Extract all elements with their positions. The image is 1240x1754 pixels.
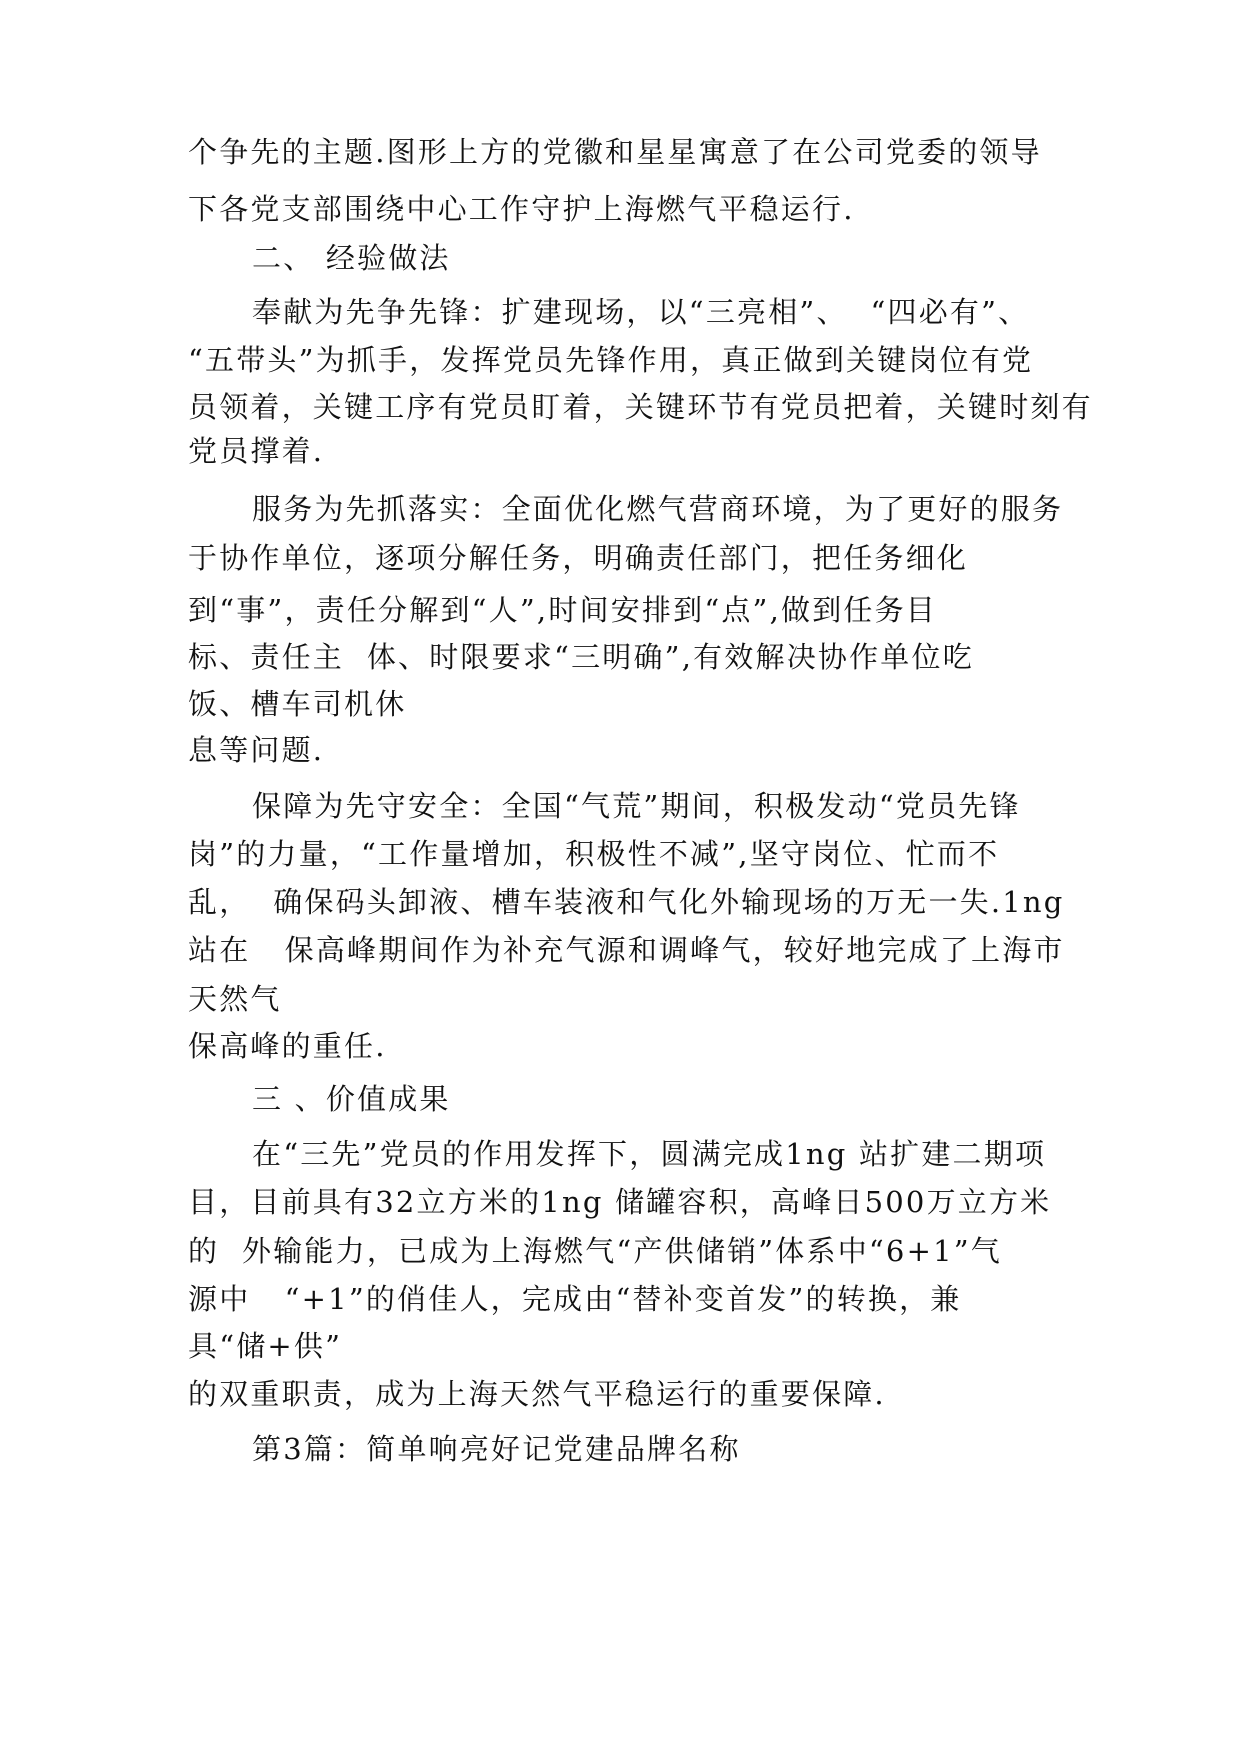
body-text-line: 保高峰的重任.: [188, 1029, 387, 1063]
article-heading: 第3篇：简单响亮好记党建品牌名称: [252, 1432, 741, 1466]
body-text-line: 息等问题.: [188, 733, 325, 767]
section-heading: 三 、价值成果: [252, 1082, 451, 1116]
body-text-line: 党员撑着.: [188, 434, 325, 468]
body-text-line: 源中 “+1”的俏佳人，完成由“替补变首发”的转换，兼: [188, 1282, 962, 1316]
body-text-line: 员领着，关键工序有党员盯着，关键环节有党员把着，关键时刻有: [188, 390, 1093, 424]
body-text-line: 乱， 确保码头卸液、槽车装液和气化外输现场的万无一失.1ng: [188, 885, 1065, 919]
paragraph-start-line: 服务为先抓落实：全面优化燃气营商环境，为了更好的服务: [252, 492, 1064, 526]
section-heading: 二、 经验做法: [252, 241, 451, 275]
body-text-line: 岗”的力量，“工作量增加，积极性不减”,坚守岗位、忙而不: [188, 837, 1000, 871]
body-text-line: 个争先的主题.图形上方的党徽和星星寓意了在公司党委的领导: [188, 135, 1042, 169]
body-text-line: 下各党支部围绕中心工作守护上海燃气平稳运行.: [188, 192, 855, 226]
paragraph-start-line: 保障为先守安全：全国“气荒”期间，积极发动“党员先锋: [252, 789, 1021, 823]
body-text-line: 到“事”，责任分解到“人”,时间安排到“点”,做到任务目: [188, 593, 937, 627]
body-text-line: “五带头”为抓手，发挥党员先锋作用，真正做到关键岗位有党: [188, 343, 1034, 377]
body-text-line: 的双重职责，成为上海天然气平稳运行的重要保障.: [188, 1377, 886, 1411]
body-text-line: 于协作单位，逐项分解任务，明确责任部门，把任务细化: [188, 541, 969, 575]
paragraph-start-line: 在“三先”党员的作用发挥下，圆满完成1ng 站扩建二期项: [252, 1137, 1047, 1171]
body-text-line: 天然气: [188, 982, 282, 1016]
body-text-line: 站在 保高峰期间作为补充气源和调峰气，较好地完成了上海市: [188, 933, 1065, 967]
body-text-line: 的 外输能力，已成为上海燃气“产供储销”体系中“6+1”气: [188, 1234, 1002, 1268]
body-text-line: 饭、槽车司机休: [188, 687, 407, 721]
body-text-line: 标、责任主 体、时限要求“三明确”,有效解决协作单位吃: [188, 640, 974, 674]
body-text-line: 目，目前具有32立方米的1ng 储罐容积，高峰日500万立方米: [188, 1185, 1052, 1219]
body-text-line: 具“储+供”: [188, 1329, 343, 1363]
paragraph-start-line: 奉献为先争先锋：扩建现场，以“三亮相”、 “四必有”、: [252, 295, 1030, 329]
